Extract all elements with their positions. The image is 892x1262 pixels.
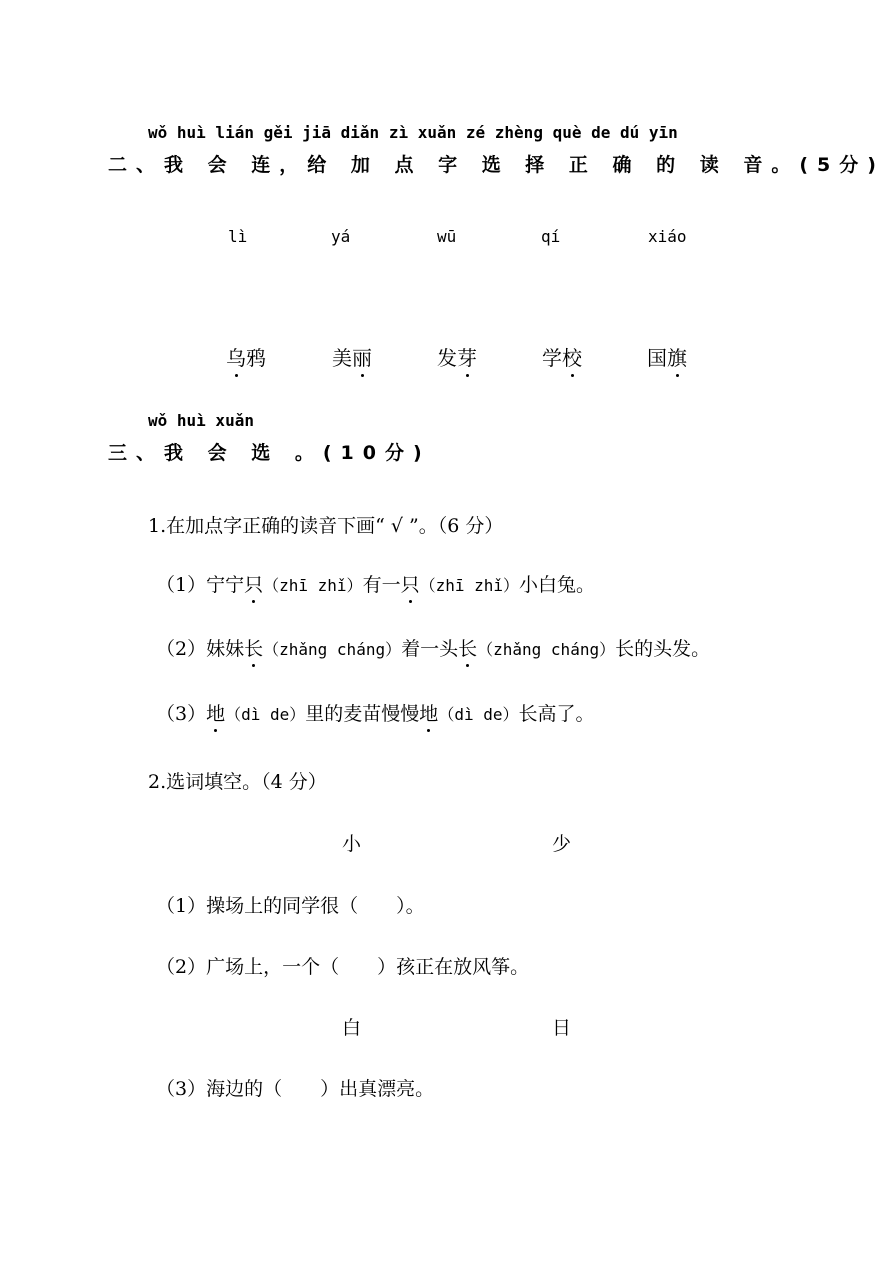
section3-pinyin: wǒ huì xuǎn	[148, 411, 254, 430]
item-text: 小白兔。	[519, 574, 596, 596]
question1-item-2	[156, 634, 710, 661]
word-choice: 少	[552, 833, 572, 855]
item-text: 里的麦苗慢慢	[305, 703, 420, 725]
dotted-char: 乌	[226, 342, 246, 371]
dotted-char: 芽	[457, 342, 477, 371]
section3-title: 三、我 会 选 。(10分)	[108, 442, 431, 464]
item-text: 有一	[362, 574, 401, 596]
section2-title: 二、我 会 连，给 加 点 字 选 择 正 确 的 读 音。(5分)	[108, 154, 885, 176]
dotted-char: 地	[206, 699, 225, 726]
item-text: 长的头发。	[615, 638, 711, 660]
reading-option: wū	[437, 227, 457, 246]
pinyin-options: （zhǎng cháng）	[477, 640, 616, 659]
item-text: 妹妹	[206, 638, 245, 660]
dotted-char: 长	[458, 634, 477, 661]
pinyin-options: （zhī zhǐ）	[419, 576, 520, 595]
question2-item-1: （1）操场上的同学很（ ）。	[156, 895, 425, 917]
word-choice: 白	[342, 1017, 362, 1039]
section2-pinyin: wǒ huì lián gěi jiā diǎn zì xuǎn zé zhèng què de dú yīn	[148, 123, 678, 142]
question2-title: 2.选词填空。（4 分）	[148, 771, 327, 793]
word-rest: 美	[332, 346, 352, 370]
question1-item-1	[156, 570, 595, 597]
word-item	[542, 342, 582, 371]
pinyin-options: （zhǎng cháng）	[263, 640, 402, 659]
reading-option: yá	[331, 227, 351, 246]
dotted-char: 丽	[352, 342, 372, 371]
word-item	[332, 342, 372, 371]
pinyin-options: （zhī zhǐ）	[263, 576, 363, 595]
word-item	[437, 342, 477, 371]
item-number: （3）	[156, 703, 207, 725]
item-number: （2）	[156, 638, 207, 660]
word-rest: 鸦	[246, 346, 266, 370]
reading-option: qí	[541, 227, 561, 246]
question2-item-3: （3）海边的（ ）出真漂亮。	[156, 1078, 435, 1100]
word-choice: 小	[342, 833, 362, 855]
word-rest: 发	[437, 346, 457, 370]
dotted-char: 只	[244, 570, 263, 597]
reading-option: lì	[228, 227, 248, 246]
word-rest: 学	[542, 346, 562, 370]
word-item	[647, 342, 687, 371]
dotted-char: 旗	[667, 342, 687, 371]
word-rest: 国	[647, 346, 667, 370]
item-text: 着一头	[401, 638, 459, 660]
item-number: （1）	[156, 574, 207, 596]
item-text: 长高了。	[518, 703, 595, 725]
dotted-char: 长	[244, 634, 263, 661]
word-item	[226, 342, 266, 371]
reading-option: xiáo	[648, 227, 687, 246]
dotted-char: 校	[562, 342, 582, 371]
word-choice: 日	[552, 1017, 572, 1039]
pinyin-options: （dì de）	[225, 705, 306, 724]
question2-item-2: （2）广场上，一个（ ）孩正在放风筝。	[156, 956, 530, 978]
question1-title: 1.在加点字正确的读音下画“ √ ”。（6 分）	[148, 515, 504, 537]
question1-item-3	[156, 699, 595, 726]
pinyin-options: （dì de）	[438, 705, 519, 724]
dotted-char: 地	[419, 699, 438, 726]
dotted-char: 只	[401, 570, 420, 597]
item-text: 宁宁	[206, 574, 245, 596]
